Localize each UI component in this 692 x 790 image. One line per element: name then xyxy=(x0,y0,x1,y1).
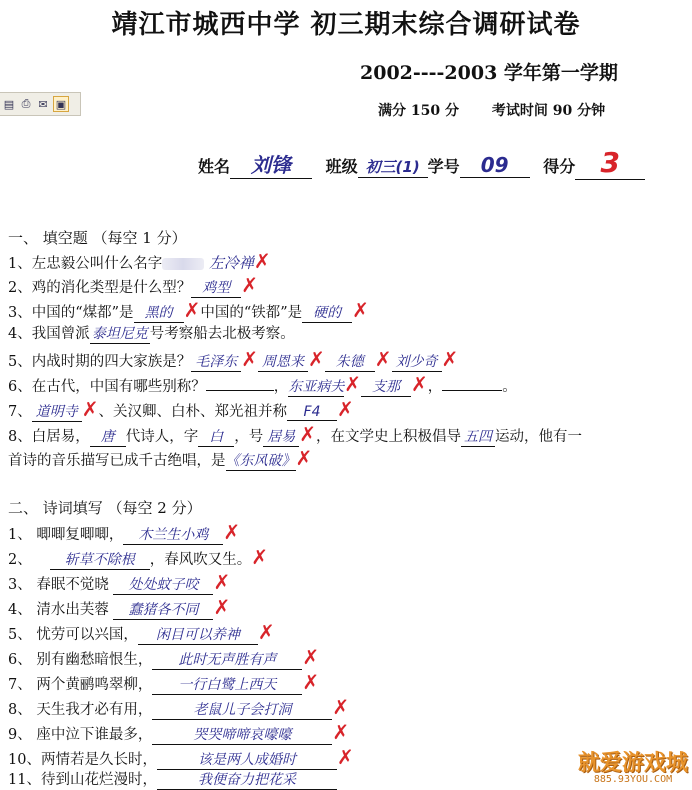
wrong-mark: ✗ xyxy=(295,446,313,470)
number-field xyxy=(460,153,530,178)
question-6: 6、在古代，中国有哪些别称？ ，东亚病夫✗ 支那 ✗， 。 xyxy=(8,372,517,396)
name-value: 刘锋 xyxy=(251,153,292,177)
wrong-mark: ✗ xyxy=(308,347,325,371)
name-label: 姓名 xyxy=(198,157,231,176)
question-5: 5、内战时期的四大家族是？ 毛泽东 ✗ 周恩来 ✗ 朱德 ✗ 刘少奇 ✗ xyxy=(8,347,459,371)
save-icon[interactable]: ▣ xyxy=(53,96,69,112)
full-score: 满分 150 分 xyxy=(378,103,459,119)
question-3: 3、中国的“煤都”是 黑的 ✗中国的“铁都”是 硬的 ✗ xyxy=(8,298,369,322)
score-value: 3 xyxy=(600,146,620,179)
exam-meta xyxy=(378,100,633,120)
wrong-mark: ✗ xyxy=(299,422,316,446)
class-value: 初三(1) xyxy=(365,158,420,176)
school-year: 2002----2003 学年第一学期 xyxy=(360,62,618,84)
wrong-mark: ✗ xyxy=(302,645,320,669)
watermark-main: 就爱游戏城 xyxy=(577,751,688,776)
wrong-mark: ✗ xyxy=(251,545,268,569)
wrong-mark: ✗ xyxy=(352,298,369,322)
wrong-mark: ✗ xyxy=(257,620,275,644)
wrong-mark: ✗ xyxy=(213,570,231,594)
exam-title: 靖江市城西中学 初三期末综合调研试卷 xyxy=(111,10,581,40)
poem-5: 5、 忧劳可以兴国， 闲目可以养神 ✗ xyxy=(8,620,275,644)
wrong-mark: ✗ xyxy=(241,347,258,371)
wrong-mark: ✗ xyxy=(441,347,459,371)
name-field xyxy=(230,149,312,179)
number-label: 学号 xyxy=(427,157,460,176)
wrong-mark: ✗ xyxy=(332,695,350,719)
poem-2: 2、 斩草不除根 ，春风吹又生。✗ xyxy=(8,545,268,569)
question-8-line2: 首诗的音乐描写已成千古绝唱，是《东风破》✗ xyxy=(8,446,313,470)
wrong-mark: ✗ xyxy=(81,397,99,421)
poem-6: 6、 别有幽愁暗恨生， 此时无声胜有声 ✗ xyxy=(8,645,320,669)
wrong-mark: ✗ xyxy=(374,347,392,371)
student-info xyxy=(198,146,645,180)
section1-heading: 一、 填空题 （每空 1 分） xyxy=(8,229,187,247)
score-label: 得分 xyxy=(543,157,576,176)
poem-7: 7、 两个黄鹂鸣翠柳， 一行白鹭上西天 ✗ xyxy=(8,670,320,694)
wrong-mark: ✗ xyxy=(344,372,361,396)
exam-time: 考试时间 90 分钟 xyxy=(491,103,606,119)
poem-4: 4、 清水出芙蓉 蠢猪各不同 ✗ xyxy=(8,595,231,619)
wrong-mark: ✗ xyxy=(411,372,428,396)
class-field xyxy=(358,156,428,178)
wrong-mark: ✗ xyxy=(241,273,258,297)
wrong-mark: ✗ xyxy=(302,670,320,694)
wrong-mark: ✗ xyxy=(223,520,241,544)
poem-10: 10、两情若是久长时， 该是两人成婚时 ✗ xyxy=(8,745,354,769)
redacted-mark xyxy=(162,258,204,270)
wrong-mark: ✗ xyxy=(332,720,350,744)
print-icon[interactable]: ▤ xyxy=(3,97,15,111)
question-7: 7、 道明寺 ✗、关汉卿、白朴、郑光祖并称 F4 ✗ xyxy=(8,397,354,421)
question-4: 4、我国曾派 泰坦尼克 号考察船去北极考察。 xyxy=(8,322,295,344)
wrong-mark: ✗ xyxy=(336,745,354,769)
wrong-mark: ✗ xyxy=(183,298,201,322)
wrong-mark: ✗ xyxy=(253,249,271,273)
answer-1: 左冷禅 xyxy=(208,254,254,272)
wrong-mark: ✗ xyxy=(337,397,354,421)
watermark-url: 885.93YOU.COM xyxy=(593,774,673,785)
question-2: 2、鸡的消化类型是什么型？ 鸡型 ✗ xyxy=(8,273,258,297)
wrong-mark: ✗ xyxy=(213,595,231,619)
poem-3: 3、 春眠不觉晓 处处蚊子咬 ✗ xyxy=(8,570,231,594)
mail-icon[interactable]: ✉ xyxy=(38,97,48,111)
poem-9: 9、 座中泣下谁最多， 哭哭啼啼哀嚎嚎 ✗ xyxy=(8,720,350,744)
printer-icon[interactable]: ⎙ xyxy=(21,97,31,110)
poem-8: 8、 天生我才必有用， 老鼠儿子会打洞 ✗ xyxy=(8,695,350,719)
question-1: 1、左忠毅公叫什么名字 左冷禅✗ xyxy=(8,249,271,273)
poem-11: 11、待到山花烂漫时， 我便奋力把花采 xyxy=(8,768,337,790)
score-field xyxy=(575,146,645,180)
class-label: 班级 xyxy=(325,157,358,176)
site-watermark-logo xyxy=(578,753,688,785)
number-value: 09 xyxy=(480,153,509,177)
question-8: 8、白居易， 唐 代诗人，字 白 ，号 居易 ✗，在文学史上积极倡导 五四 运动，他有一 xyxy=(8,422,582,446)
poem-1: 1、 唧唧复唧唧， 木兰生小鸡 ✗ xyxy=(8,520,241,544)
section2-heading: 二、 诗词填写 （每空 2 分） xyxy=(8,499,202,517)
browser-toolbar xyxy=(0,92,81,116)
